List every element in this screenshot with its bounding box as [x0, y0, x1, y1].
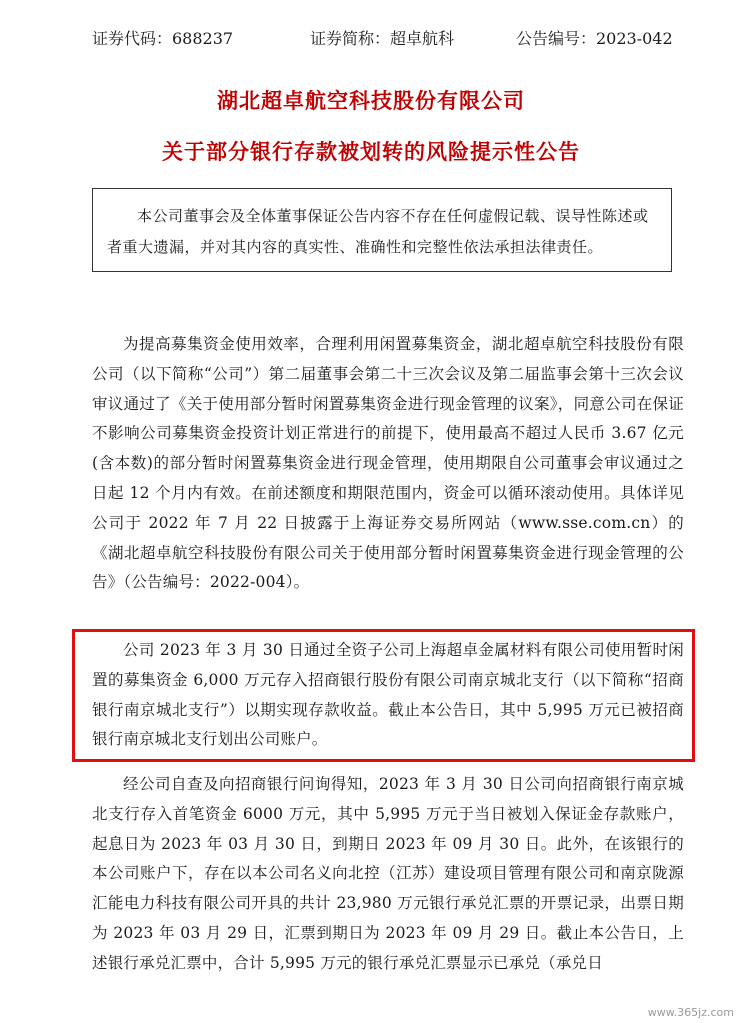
site-watermark: www.365jz.com	[647, 1006, 734, 1019]
security-name: 证券简称：超卓航科	[310, 29, 455, 48]
paragraph-investigation: 经公司自查及向招商银行问询得知，2023 年 3 月 30 日公司向招商银行南京城北支行存入首笔资金 6000 万元，其中 5,995 万元于当日被划入保证金存款账户，起息日为 2023 年 03 月 30 日，到期日 2023 年 09 月 30 日。此外，在该银行的本公司账户下，存在以本公司名义向北控（江苏）建设项目管理有限公司和南京陇源汇能电力科技有限公司开具的共计 23,980 万元银行承兑汇票的开票记录，出票日期为 2023 年 03 月 29 日，汇票到期日为 2023 年 09 月 29 日。截止本公告日，上述银行承兑汇票中，合计 5,995 万元的银行承兑汇票显示已承兑（承兑日	[92, 775, 684, 972]
document-header	[0, 26, 742, 56]
notice-number: 公告编号：2023-042	[516, 29, 673, 48]
board-statement-box: 本公司董事会及全体董事保证公告内容不存在任何虚假记载、误导性陈述或者重大遗漏，并对其内容的真实性、准确性和完整性依法承担法律责任。	[92, 188, 672, 272]
announcement-title: 关于部分银行存款被划转的风险提示性公告	[162, 140, 580, 164]
paragraph-deposit: 公司 2023 年 3 月 30 日通过全资子公司上海超卓金属材料有限公司使用暂时闲置的募集资金 6,000 万元存入招商银行股份有限公司南京城北支行（以下简称“招商银行南京城北支行”）以期实现存款收益。截止本公告日，其中 5,995 万元已被招商银行南京城北支行划出公司账户。	[92, 641, 684, 749]
security-code: 证券代码：688237	[92, 29, 234, 48]
company-title: 湖北超卓航空科技股份有限公司	[217, 89, 525, 113]
paragraph-background: 为提高募集资金使用效率，合理利用闲置募集资金，湖北超卓航空科技股份有限公司（以下简称“公司”）第二届董事会第二十三次会议及第二届监事会第十三次会议审议通过了《关于使用部分暂时闲置募集资金进行现金管理的议案》，同意公司在保证不影响公司募集资金投资计划正常进行的前提下，使用最高不超过人民币 3.67 亿元(含本数)的部分暂时闲置募集资金进行现金管理，使用期限自公司董事会审议通过之日起 12 个月内有效。在前述额度和期限范围内，资金可以循环滚动使用。具体详见公司于 2022 年 7 月 22 日披露于上海证券交易所网站（www.sse.com.cn）的《湖北超卓航空科技股份有限公司关于使用部分暂时闲置募集资金进行现金管理的公告》（公告编号：2022-004）。	[92, 335, 684, 592]
